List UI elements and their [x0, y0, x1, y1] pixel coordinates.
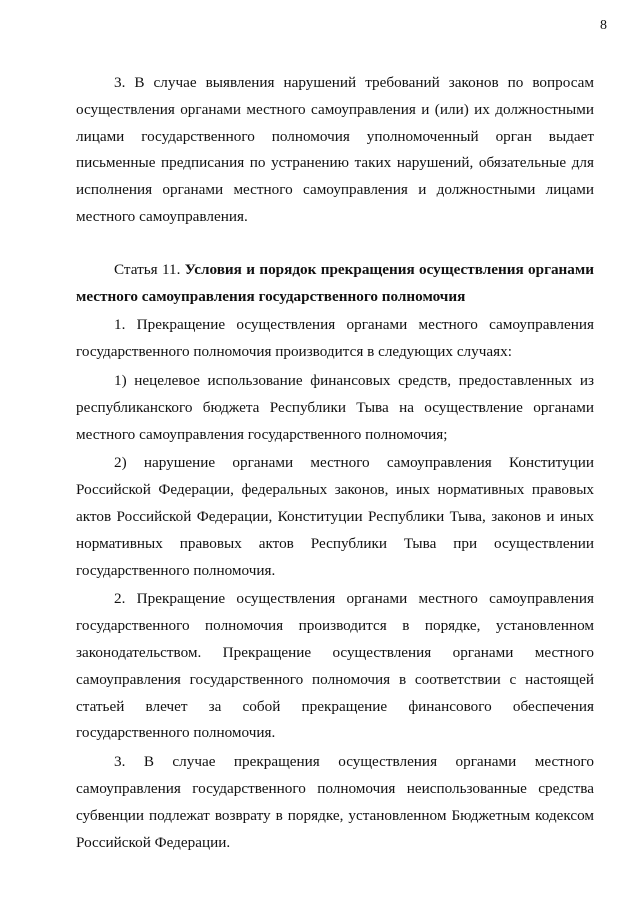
paragraph-1: 1. Прекращение осуществления органами местного самоуправления государственного полномочия производится в следующих случаях:	[76, 316, 594, 361]
paragraph-1-item-2: 2) нарушение органами местного самоуправления Конституции Российской Федерации, федеральных законов, иных нормативных правовых актов Российской Федерации, Конституции Республики Тыва, законов и иных нормативных правовых актов Республики Тыва при осуществлении государственного полномочия.	[76, 454, 594, 579]
paragraph-1-item-1: 1) нецелевое использование финансовых средств, предоставленных из республиканского бюджета Республики Тыва на осуществление органами местного самоуправления государственного полномочия;	[76, 371, 594, 443]
paragraph-violations: 3. В случае выявления нарушений требований законов по вопросам осуществления органами местного самоуправления и (или) их должностными лицами государственного полномочия уполномоченный орган выдает письменные предписания по устранению таких нарушений, обязательные для исполнения органами местного самоуправления и должностными лицами местного самоуправления.	[76, 74, 594, 225]
paragraph-3: 3. В случае прекращения осуществления органами местного самоуправления государственного полномочия неиспользованные средства субвенции подлежат возврату в порядке, установленном Бюджетным кодексом Российской Федерации.	[76, 753, 594, 851]
document-body	[76, 70, 594, 856]
article-title: Условия и порядок прекращения осуществления органами местного самоуправления государственного полномочия	[76, 260, 595, 305]
page-number: 8	[600, 18, 607, 33]
article-heading	[76, 257, 594, 311]
paragraph-gap	[76, 231, 594, 257]
article-prefix: Статья 11.	[114, 260, 185, 278]
paragraph-2: 2. Прекращение осуществления органами местного самоуправления государственного полномочия производится в порядке, установленном законодательством. Прекращение осуществления органами местного самоуправления государственного полномочия в соответствии с настоящей статьей влечет за собой прекращение финансового обеспечения государственного полномочия.	[76, 590, 594, 742]
